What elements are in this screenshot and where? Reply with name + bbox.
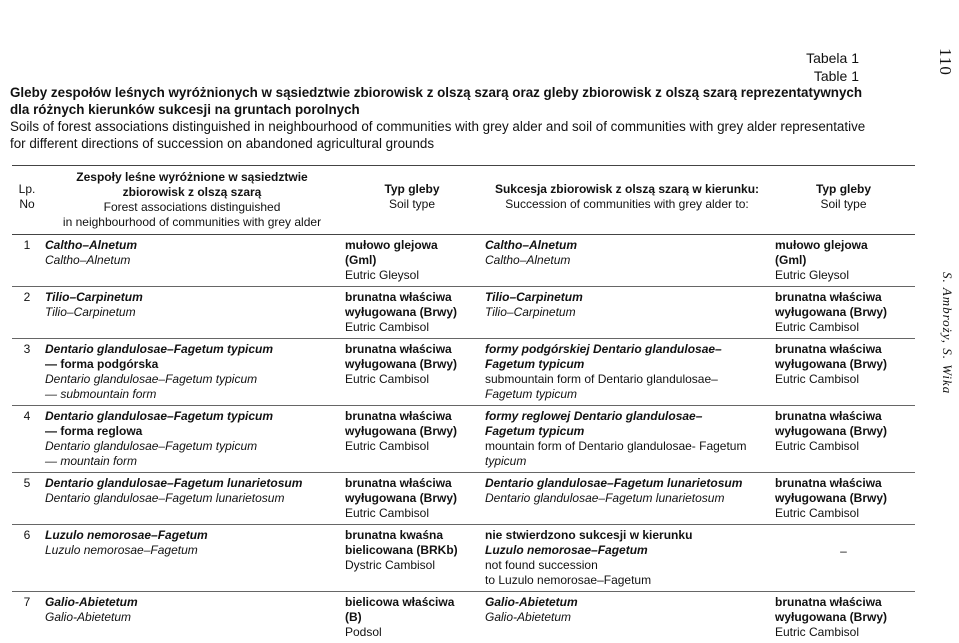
soil2-dash: –: [775, 528, 912, 559]
header-succ-pl: Sukcesja zbiorowisk z olszą szarą w kierunku:: [484, 170, 770, 197]
forest-association-cell: [42, 339, 342, 406]
succ-en-cont: to Luzulo nemorosae–Fagetum: [485, 573, 769, 588]
soil-en: Eutric Cambisol: [345, 439, 479, 454]
forest-association-cell: [42, 592, 342, 643]
table-row: [12, 406, 915, 473]
assoc-name-en: Dentario glandulosae–Fagetum typicum: [45, 372, 339, 387]
header-no-en: No: [14, 197, 40, 212]
succession-cell: [482, 287, 772, 339]
header-soil2-pl: Typ gleby: [774, 170, 913, 197]
assoc-name-pl: Dentario glandulosae–Fagetum typicum: [45, 342, 339, 357]
assoc-name-en: Tilio–Carpinetum: [45, 305, 339, 320]
soil-type-cell: [342, 525, 482, 592]
soil-code: wyługowana (Brwy): [345, 424, 479, 439]
assoc-form-pl: — forma reglowa: [45, 424, 339, 439]
soil-pl: brunatna właściwa: [345, 290, 479, 305]
assoc-name-pl: Caltho–Alnetum: [45, 238, 339, 253]
soil2-en: Eutric Cambisol: [775, 625, 912, 640]
header-soil2-en: Soil type: [774, 197, 913, 212]
table-row: [12, 235, 915, 287]
header-soil-pl: Typ gleby: [344, 170, 480, 197]
soil-code: wyługowana (Brwy): [345, 491, 479, 506]
soil-pl: brunatna kwaśna: [345, 528, 479, 543]
table-title: [10, 84, 910, 152]
soil2-code: wyługowana (Brwy): [775, 424, 912, 439]
header-soil-type-2: [772, 166, 915, 235]
soil-pl: brunatna właściwa: [345, 409, 479, 424]
soil-type-cell: [342, 235, 482, 287]
assoc-name-pl: Luzulo nemorosae–Fagetum: [45, 528, 339, 543]
assoc-name-pl: Dentario glandulosae–Fagetum lunarietosum: [45, 476, 339, 491]
soil-type-2-cell: [772, 473, 915, 525]
soil-type-cell: [342, 339, 482, 406]
succession-cell: [482, 473, 772, 525]
soil-pl: mułowo glejowa: [345, 238, 479, 253]
soil-type-2-cell: [772, 525, 915, 592]
succ-pl: Tilio–Carpinetum: [485, 290, 769, 305]
row-number: 2: [12, 287, 42, 339]
table-header-row: [12, 166, 915, 235]
soil2-en: Eutric Gleysol: [775, 268, 912, 283]
table-row: [12, 592, 915, 643]
soil2-en: Eutric Cambisol: [775, 320, 912, 335]
assoc-form-en: — submountain form: [45, 387, 339, 402]
soil-code: (Gml): [345, 253, 479, 268]
row-number: 7: [12, 592, 42, 643]
soil2-code: wyługowana (Brwy): [775, 357, 912, 372]
succ-pl: Caltho–Alnetum: [485, 238, 769, 253]
soil-en: Eutric Gleysol: [345, 268, 479, 283]
soil-en: Dystric Cambisol: [345, 558, 479, 573]
soil-table: [12, 165, 915, 643]
succ-pl: formy reglowej Dentario glandulosae–: [485, 409, 769, 424]
title-en-line2: for different directions of succession on abandoned agricultural grounds: [10, 135, 910, 152]
succ-en: not found succession: [485, 558, 769, 573]
soil-type-2-cell: [772, 287, 915, 339]
succ-pl: nie stwierdzono sukcesji w kierunku: [485, 528, 769, 543]
soil2-en: Eutric Cambisol: [775, 372, 912, 387]
soil2-code: wyługowana (Brwy): [775, 610, 912, 625]
soil2-pl: brunatna właściwa: [775, 342, 912, 357]
soil-type-2-cell: [772, 406, 915, 473]
succ-pl: Dentario glandulosae–Fagetum lunarietosum: [485, 476, 769, 491]
succ-en: mountain form of Dentario glandulosae- Fagetum: [485, 439, 769, 454]
row-number: 4: [12, 406, 42, 473]
page-number: 110: [935, 48, 955, 76]
soil-type-cell: [342, 592, 482, 643]
assoc-name-en: Caltho–Alnetum: [45, 253, 339, 268]
header-soil-en: Soil type: [344, 197, 480, 212]
forest-association-cell: [42, 406, 342, 473]
row-number: 3: [12, 339, 42, 406]
soil-pl: bielicowa właściwa: [345, 595, 479, 610]
assoc-name-en: Luzulo nemorosae–Fagetum: [45, 543, 339, 558]
succ-pl: formy podgórskiej Dentario glandulosae–: [485, 342, 769, 357]
soil-code: (B): [345, 610, 479, 625]
succ-pl-cont: Luzulo nemorosae–Fagetum: [485, 543, 769, 558]
soil-type-cell: [342, 287, 482, 339]
assoc-name-pl: Tilio–Carpinetum: [45, 290, 339, 305]
table-row: [12, 473, 915, 525]
assoc-name-en: Galio-Abietetum: [45, 610, 339, 625]
assoc-name-pl: Dentario glandulosae–Fagetum typicum: [45, 409, 339, 424]
running-head-authors: S. Ambroży, S. Wika: [935, 272, 955, 394]
succession-cell: [482, 406, 772, 473]
soil-type-2-cell: [772, 235, 915, 287]
table-row: [12, 339, 915, 406]
succession-cell: [482, 525, 772, 592]
row-number: 5: [12, 473, 42, 525]
forest-association-cell: [42, 525, 342, 592]
soil-en: Eutric Cambisol: [345, 506, 479, 521]
table-label-pl: Tabela 1: [806, 50, 859, 66]
succ-pl: Galio-Abietetum: [485, 595, 769, 610]
title-en-line1: Soils of forest associations distinguished in neighbourhood of communities with grey alder and soil of communities with grey alder representative: [10, 118, 910, 135]
succ-en-cont: Fagetum typicum: [485, 387, 769, 402]
soil2-en: Eutric Cambisol: [775, 439, 912, 454]
assoc-name-pl: Galio-Abietetum: [45, 595, 339, 610]
soil-type-cell: [342, 473, 482, 525]
title-pl-line1: Gleby zespołów leśnych wyróżnionych w sąsiedztwie zbiorowisk z olszą szarą oraz gleby zbiorowisk z olszą szarą reprezentatywnych: [10, 84, 910, 101]
succ-en-cont: typicum: [485, 454, 769, 469]
header-succ-en: Succession of communities with grey alder to:: [484, 197, 770, 212]
header-assoc-pl1: Zespoły leśne wyróżnione w sąsiedztwie: [44, 170, 340, 185]
header-assoc-pl2: zbiorowisk z olszą szarą: [44, 185, 340, 200]
soil-pl: brunatna właściwa: [345, 342, 479, 357]
title-pl-line2: dla różnych kierunków sukcesji na gruntach porolnych: [10, 101, 910, 118]
forest-association-cell: [42, 287, 342, 339]
soil2-code: wyługowana (Brwy): [775, 305, 912, 320]
soil-pl: brunatna właściwa: [345, 476, 479, 491]
soil2-pl: brunatna właściwa: [775, 290, 912, 305]
table-row: [12, 287, 915, 339]
soil-en: Eutric Cambisol: [345, 320, 479, 335]
soil2-pl: brunatna właściwa: [775, 409, 912, 424]
table-row: [12, 525, 915, 592]
soil2-pl: brunatna właściwa: [775, 595, 912, 610]
soil-code: wyługowana (Brwy): [345, 305, 479, 320]
soil2-pl: mułowo glejowa: [775, 238, 912, 253]
header-soil-type: [342, 166, 482, 235]
succession-cell: [482, 235, 772, 287]
soil-type-2-cell: [772, 592, 915, 643]
soil2-code: wyługowana (Brwy): [775, 491, 912, 506]
header-no: [12, 166, 42, 235]
header-assoc-en1: Forest associations distinguished: [44, 200, 340, 215]
soil2-pl: brunatna właściwa: [775, 476, 912, 491]
soil-code: wyługowana (Brwy): [345, 357, 479, 372]
succ-en: Galio-Abietetum: [485, 610, 769, 625]
table-label-en: Table 1: [814, 68, 859, 84]
soil-type-2-cell: [772, 339, 915, 406]
header-forest-associations: [42, 166, 342, 235]
soil2-en: Eutric Cambisol: [775, 506, 912, 521]
assoc-form-pl: — forma podgórska: [45, 357, 339, 372]
succ-en: Tilio–Carpinetum: [485, 305, 769, 320]
succ-pl-cont: Fagetum typicum: [485, 424, 769, 439]
succession-cell: [482, 592, 772, 643]
assoc-name-en: Dentario glandulosae–Fagetum typicum: [45, 439, 339, 454]
succession-cell: [482, 339, 772, 406]
soil-type-cell: [342, 406, 482, 473]
soil-en: Eutric Cambisol: [345, 372, 479, 387]
row-number: 1: [12, 235, 42, 287]
forest-association-cell: [42, 235, 342, 287]
forest-association-cell: [42, 473, 342, 525]
succ-en: submountain form of Dentario glandulosae–: [485, 372, 769, 387]
row-number: 6: [12, 525, 42, 592]
assoc-form-en: — mountain form: [45, 454, 339, 469]
soil2-code: (Gml): [775, 253, 912, 268]
header-succession: [482, 166, 772, 235]
succ-en: Dentario glandulosae–Fagetum lunarietosum: [485, 491, 769, 506]
header-assoc-en2: in neighbourhood of communities with grey alder: [44, 215, 340, 230]
succ-pl-cont: Fagetum typicum: [485, 357, 769, 372]
header-no-pl: Lp.: [14, 170, 40, 197]
succ-en: Caltho–Alnetum: [485, 253, 769, 268]
soil-code: bielicowana (BRKb): [345, 543, 479, 558]
assoc-name-en: Dentario glandulosae–Fagetum lunarietosum: [45, 491, 339, 506]
soil-en: Podsol: [345, 625, 479, 640]
